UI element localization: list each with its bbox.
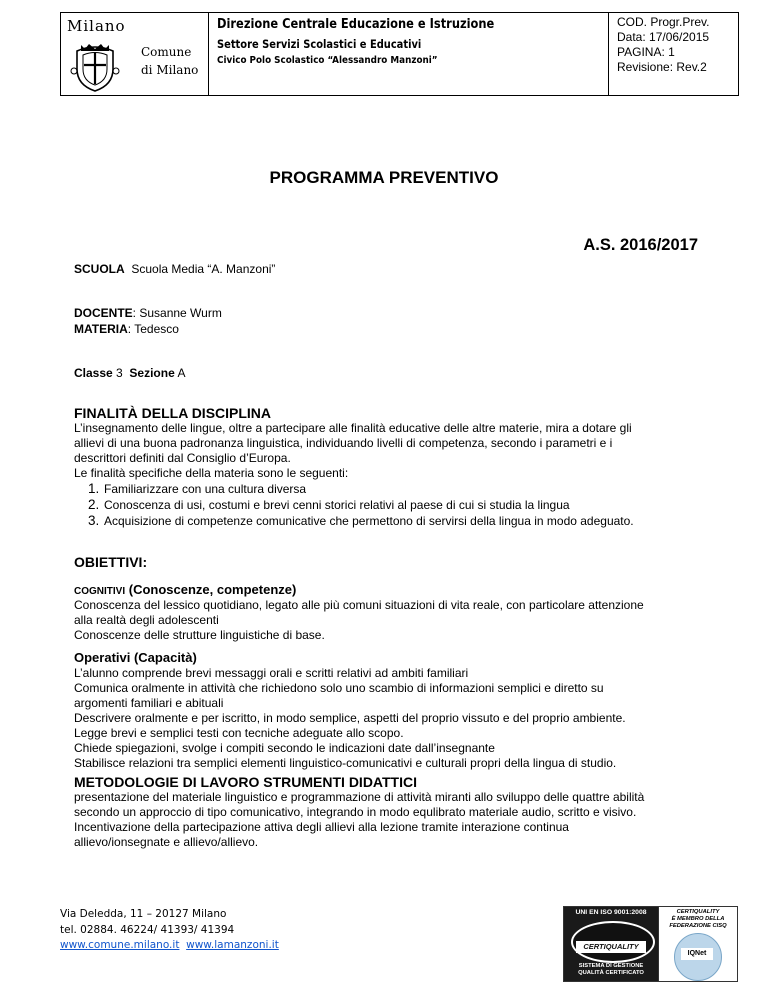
certification-badge: [563, 906, 738, 982]
text-line: descrittori definiti dal Consiglio d’Europa.: [74, 451, 291, 465]
footer-links: [60, 938, 279, 954]
materia-label: MATERIA: [74, 322, 128, 336]
iqnet-label: IQNet: [681, 948, 713, 960]
footer-phone: tel. 02884. 46224/ 41393/ 41394: [60, 923, 235, 936]
scuola-label: SCUOLA: [74, 262, 125, 276]
finalita-text: [74, 421, 704, 481]
cognitivi-subtitle: (Conoscenze, competenze): [125, 582, 297, 597]
logo-line-2: di Milano: [141, 63, 199, 77]
field-scuola: [74, 262, 275, 276]
list-item: [88, 497, 708, 513]
doc-date: Data: 17/06/2015: [617, 30, 710, 44]
doc-code: COD. Progr.Prev.: [617, 15, 710, 29]
docente-value: : Susanne Wurm: [132, 306, 222, 320]
sezione-value: A: [177, 366, 186, 380]
text-line: Chiede spiegazioni, svolge i compiti secondo le indicazioni date dall’insegnante: [74, 741, 495, 755]
metodologie-text: [74, 790, 704, 850]
text-line: Incentivazione della partecipazione attiva degli allievi alla lezione tramite interazione continua: [74, 820, 569, 834]
logo-city: Milano: [67, 17, 126, 35]
text-line: Legge brevi e semplici testi con tecniche adeguate allo scopo.: [74, 726, 404, 740]
certiquality-logo: [564, 907, 659, 981]
classe-label: Classe: [74, 366, 113, 380]
member-line-1: CERTIQUALITY: [676, 909, 720, 915]
text-line: Stabilisce relazioni tra semplici elementi linguistico-comunicativi e culturali propri della lingua di studio.: [74, 756, 617, 770]
comune-logo: [61, 13, 209, 95]
text-line: allievi di una buona padronanza linguistica, individuando livelli di competenza, secondo i parametri e i: [74, 436, 613, 450]
operativi-heading: Operativi (Capacità): [74, 650, 197, 665]
list-number: 3.: [88, 513, 100, 528]
text-line: presentazione del materiale linguistico e programmazione di attività miranti allo sviluppo delle quattre abilità: [74, 790, 645, 804]
text-line: Comunica oralmente in attività che richiedono solo uno scambio di informazioni semplici e diretto su: [74, 681, 604, 695]
list-text: Familiarizzare con una cultura diversa: [104, 482, 307, 496]
link-comune[interactable]: www.comune.milano.it: [60, 939, 180, 951]
text-line: Descrivere oralmente e per iscritto, in modo semplice, aspetti del proprio vissuto e del proprio ambiente.: [74, 711, 626, 725]
text-line: secondo un approccio di tipo comunicativo, integrando in modo equlibrato materiale audio, scritto e visivo.: [74, 805, 637, 819]
school-year: A.S. 2016/2017: [583, 236, 698, 254]
list-number: 2.: [88, 497, 100, 512]
list-item: [88, 513, 708, 529]
materia-value: : Tedesco: [127, 322, 179, 336]
member-line-2: È MEMBRO DELLA: [671, 916, 725, 922]
docente-label: DOCENTE: [74, 306, 133, 320]
document-header: [60, 12, 739, 96]
list-item: [88, 481, 708, 497]
iso-label: UNI EN ISO 9001:2008: [575, 909, 647, 916]
link-lamanzoni[interactable]: www.lamanzoni.it: [186, 939, 279, 951]
text-line: Conoscenza del lessico quotidiano, legato alle più comuni situazioni di vita reale, con particolare attenzione: [74, 598, 644, 612]
page-title: PROGRAMMA PREVENTIVO: [269, 168, 499, 187]
scuola-value: Scuola Media “A. Manzoni”: [131, 262, 276, 276]
footer-contacts: [60, 907, 279, 954]
text-line: L’alunno comprende brevi messaggi orali e scritti relativi ad ambiti familiari: [74, 666, 469, 680]
system-line-2: QUALITÀ CERTIFICATO: [578, 970, 644, 976]
text-line: Le finalità specifiche della materia sono le seguenti:: [74, 466, 349, 480]
member-line-3: FEDERAZIONE CISQ: [669, 923, 727, 929]
operativi-text: [74, 666, 704, 771]
coat-of-arms-icon: [69, 41, 121, 93]
school-name: Civico Polo Scolastico “Alessandro Manzoni”: [217, 55, 438, 66]
field-classe: [74, 366, 185, 380]
text-line: argomenti familiari e abituali: [74, 696, 224, 710]
footer-address: Via Deledda, 11 – 20127 Milano: [60, 908, 227, 920]
classe-value: 3: [116, 366, 123, 380]
metodologie-heading: METODOLOGIE DI LAVORO STRUMENTI DIDATTICI: [74, 774, 417, 790]
doc-page: PAGINA: 1: [617, 45, 675, 59]
text-line: allievo/ionsegnate e allievo/allievo.: [74, 835, 259, 849]
finalita-list: [88, 481, 708, 529]
obiettivi-heading: OBIETTIVI:: [74, 554, 148, 570]
department-block: [209, 13, 609, 95]
text-line: alla realtà degli adolescenti: [74, 613, 219, 627]
list-number: 1.: [88, 481, 100, 496]
text-line: Conoscenze delle strutture linguistiche di base.: [74, 628, 325, 642]
sector-name: Settore Servizi Scolastici e Educativi: [217, 37, 422, 51]
cognitivi-heading: [74, 582, 296, 597]
document-meta: [617, 15, 735, 75]
cisq-member-logo: [659, 907, 737, 981]
logo-line-1: Comune: [141, 45, 192, 59]
field-materia: [74, 322, 179, 336]
cognitivi-label: COGNITIVI: [74, 586, 126, 597]
cognitivi-text: [74, 598, 704, 643]
finalita-heading: FINALITÀ DELLA DISCIPLINA: [74, 405, 272, 421]
logo-text: [141, 43, 198, 79]
member-text: [659, 909, 737, 930]
system-label: [564, 963, 658, 977]
department-name: Direzione Centrale Educazione e Istruzione: [217, 17, 495, 32]
system-line-1: SISTEMA DI GESTIONE: [578, 963, 644, 969]
field-docente: [74, 306, 222, 320]
certiquality-brand: CERTIQUALITY: [576, 941, 646, 953]
list-text: Conoscenza di usi, costumi e brevi cenni storici relativi al paese di cui si studia la lingua: [104, 498, 570, 512]
list-text: Acquisizione di competenze comunicative che permettono di servirsi della lingua in modo adeguato.: [104, 514, 634, 528]
doc-revision: Revisione: Rev.2: [617, 60, 707, 74]
text-line: L’insegnamento delle lingue, oltre a partecipare alle finalità educative delle altre materie, mira a dotare gli: [74, 421, 632, 435]
sezione-label: Sezione: [129, 366, 175, 380]
